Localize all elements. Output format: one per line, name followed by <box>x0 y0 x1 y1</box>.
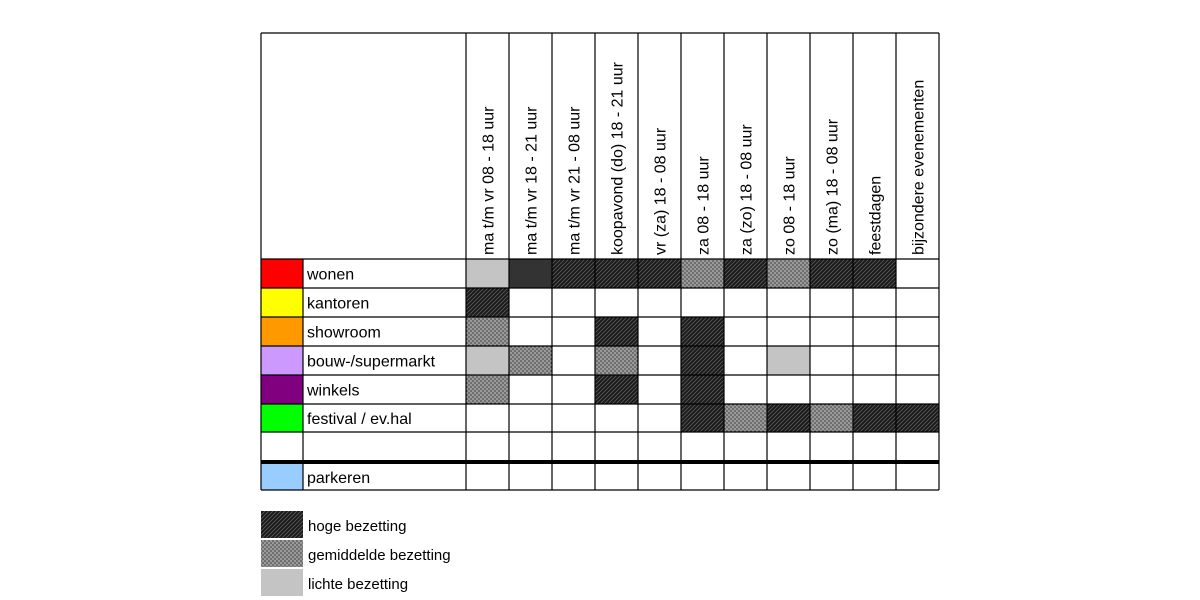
column-header: za 08 - 18 uur <box>695 156 713 255</box>
occupancy-cell-dark <box>509 259 552 288</box>
row-label: festival / ev.hal <box>307 411 412 428</box>
occupancy-cell-gemiddeld <box>767 259 810 288</box>
occupancy-cell-hoog <box>595 375 638 404</box>
legend-swatch-hoog <box>261 511 303 538</box>
occupancy-cell-gemiddeld <box>595 346 638 375</box>
occupancy-cell-gemiddeld <box>466 317 509 346</box>
row-color-swatch <box>261 259 303 288</box>
row-color-swatch <box>261 288 303 317</box>
occupancy-cell-hoog <box>810 259 853 288</box>
column-header: koopavond (do) 18 - 21 uur <box>609 61 627 255</box>
column-header: zo (ma) 18 - 08 uur <box>824 118 842 255</box>
occupancy-cell-gemiddeld <box>810 404 853 432</box>
occupancy-cell-licht <box>466 346 509 375</box>
legend-label: gemiddelde bezetting <box>308 547 451 564</box>
row-label: bouw-/supermarkt <box>307 353 436 371</box>
row-label: showroom <box>307 324 381 342</box>
occupancy-cell-hoog <box>681 346 724 375</box>
column-header: vr (za) 18 - 08 uur <box>652 127 670 255</box>
row-label: kantoren <box>307 295 370 313</box>
occupancy-cell-licht <box>767 346 810 375</box>
legend-swatch-gemiddeld <box>261 540 303 567</box>
occupancy-cell-licht <box>466 259 509 288</box>
legend-label: lichte bezetting <box>308 576 409 593</box>
occupancy-cell-hoog <box>638 259 681 288</box>
occupancy-cell-hoog <box>724 259 767 288</box>
occupancy-cell-hoog <box>681 375 724 404</box>
occupancy-cell-gemiddeld <box>466 375 509 404</box>
occupancy-cell-hoog <box>595 259 638 288</box>
occupancy-cell-gemiddeld <box>681 259 724 288</box>
row-color-swatch <box>261 464 303 490</box>
legend-label: hoge bezetting <box>308 518 407 535</box>
row-color-swatch <box>261 432 303 461</box>
separator-bar <box>261 460 939 464</box>
row-label: parkeren <box>307 470 371 487</box>
column-header: ma t/m vr 08 - 18 uur <box>480 106 498 255</box>
occupancy-cell-hoog <box>552 259 595 288</box>
row-label: wonen <box>307 266 355 284</box>
column-header: zo 08 - 18 uur <box>781 156 799 255</box>
column-header: ma t/m vr 21 - 08 uur <box>566 106 584 255</box>
occupancy-cell-hoog <box>767 404 810 432</box>
column-header: bijzondere evenementen <box>910 79 928 255</box>
occupancy-cell-hoog <box>466 288 509 317</box>
occupancy-cell-gemiddeld <box>724 404 767 432</box>
occupancy-cell-gemiddeld <box>509 346 552 375</box>
column-header: feestdagen <box>867 175 885 255</box>
row-color-swatch <box>261 375 303 404</box>
column-header: ma t/m vr 18 - 21 uur <box>523 106 541 255</box>
occupancy-cell-hoog <box>853 259 896 288</box>
row-color-swatch <box>261 404 303 432</box>
row-color-swatch <box>261 317 303 346</box>
occupancy-cell-hoog <box>681 404 724 432</box>
occupancy-cell-hoog <box>681 317 724 346</box>
column-header: za (zo) 18 - 08 uur <box>738 124 756 255</box>
legend-swatch-licht <box>261 569 303 596</box>
occupancy-cell-hoog <box>853 404 896 432</box>
row-color-swatch <box>261 346 303 375</box>
occupancy-cell-hoog <box>896 404 939 432</box>
occupancy-cell-hoog <box>595 317 638 346</box>
row-label: winkels <box>307 382 360 400</box>
